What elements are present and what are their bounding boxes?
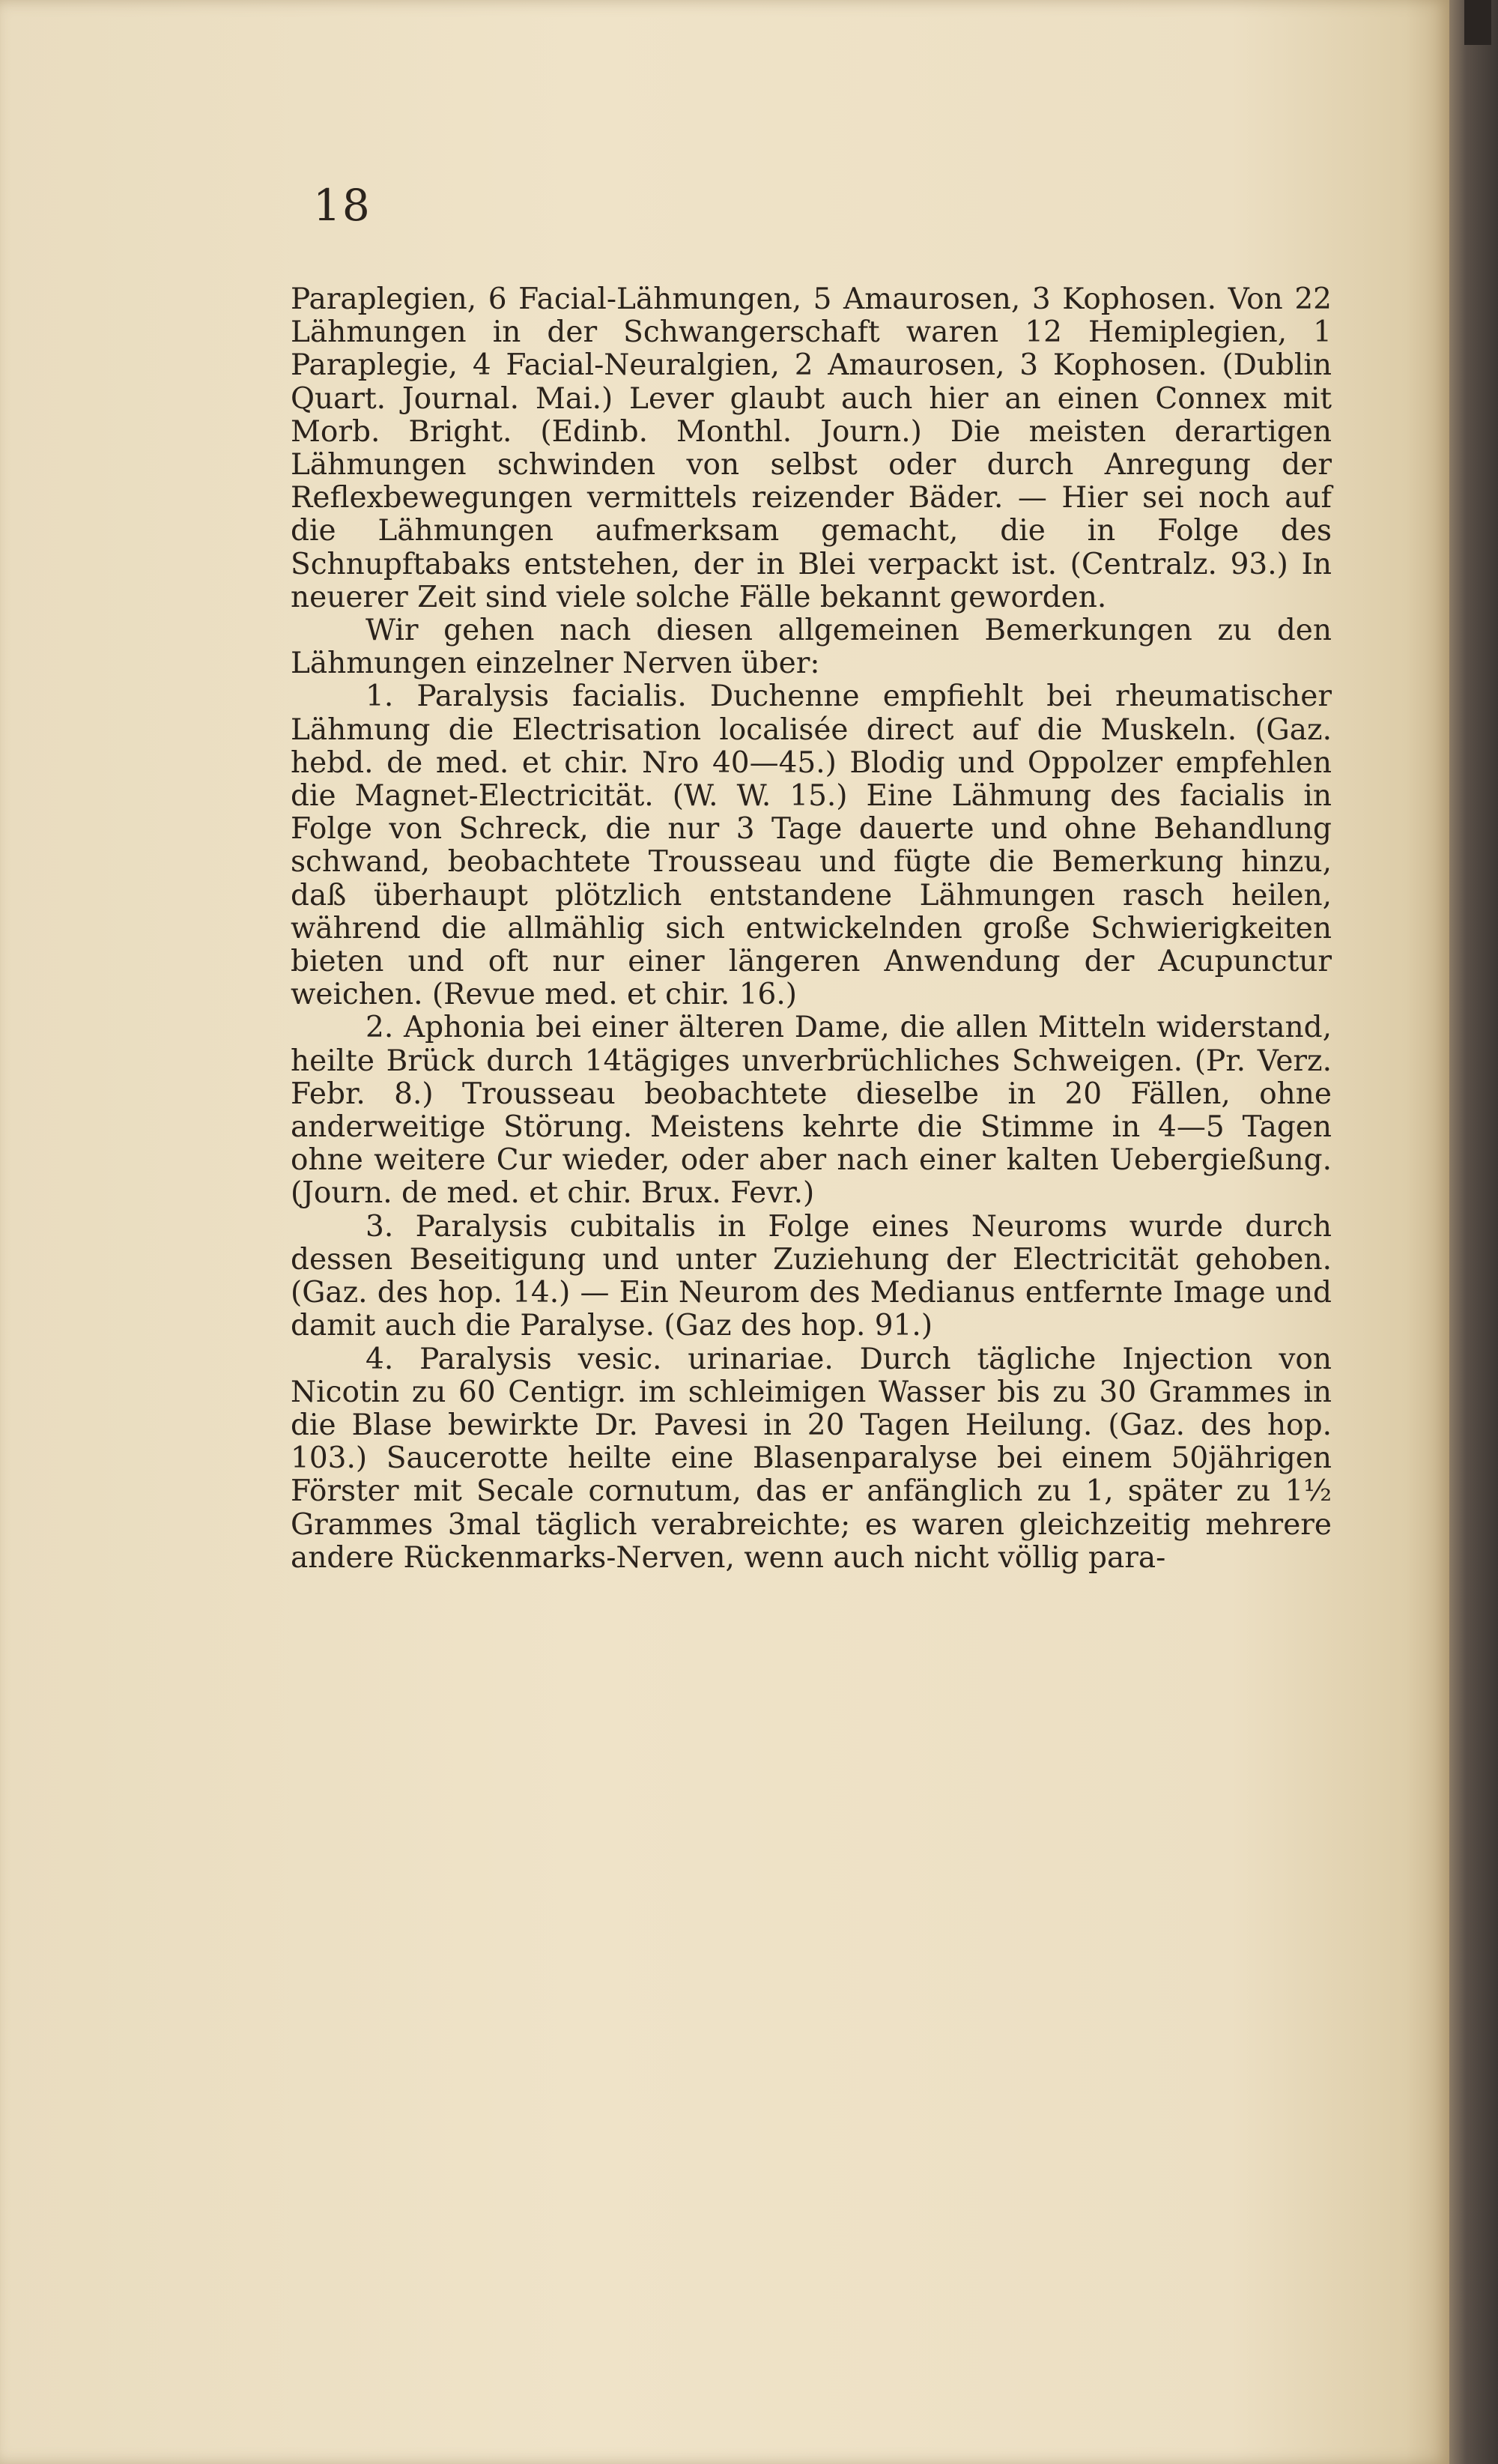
paragraph-paralysis-vesic: 4. Paralysis vesic. urinariae. Durch tägliche Injection von Nicotin zu 60 Centigr. im schleimigen Wasser bis zu 30 Grammes in die Blase bewirkte Dr. Pavesi in 20 Tagen Heilung. (Gaz. des hop. 103.) Saucerotte heilte eine Blasenparalyse bei einem 50jährigen Förster mit Secale cornutum, das er anfänglich zu 1, später zu 1½ Grammes 3mal täglich verabreichte; es waren gleichzeitig mehrere andere Rückenmarks-Nerven, wenn auch nicht völlig para-	[291, 1342, 1332, 1575]
paragraph-continuation: Paraplegien, 6 Facial-Lähmungen, 5 Amaurosen, 3 Kophosen. Von 22 Lähmungen in der Schwangerschaft waren 12 Hemiplegien, 1 Paraplegie, 4 Facial-Neuralgien, 2 Amaurosen, 3 Kophosen. (Dublin Quart. Journal. Mai.) Lever glaubt auch hier an einen Connex mit Morb. Bright. (Edinb. Monthl. Journ.) Die meisten derartigen Lähmungen schwinden von selbst oder durch Anregung der Reflexbewegungen vermittels reizender Bäder. — Hier sei noch auf die Lähmungen aufmerksam gemacht, die in Folge des Schnupftabaks entstehen, der in Blei verpackt ist. (Centralz. 93.) In neuerer Zeit sind viele solche Fälle bekannt geworden.	[291, 282, 1332, 614]
paragraph-transition: Wir gehen nach diesen allgemeinen Bemerkungen zu den Lähmungen einzelner Nerven über:	[291, 614, 1332, 681]
paragraph-paralysis-cubitalis: 3. Paralysis cubitalis in Folge eines Neuroms wurde durch dessen Beseitigung und unter Zuziehung der Electricität gehoben. (Gaz. des hop. 14.) — Ein Neurom des Medianus entfernte Image und damit auch die Paralyse. (Gaz des hop. 91.)	[291, 1209, 1332, 1343]
body-text	[291, 283, 1332, 1575]
book-gutter	[1449, 0, 1498, 2464]
binding-tab	[1464, 0, 1491, 45]
page-number: 18	[313, 180, 372, 231]
paragraph-aphonia: 2. Aphonia bei einer älteren Dame, die allen Mitteln widerstand, heilte Brück durch 14tägiges unverbrüchliches Schweigen. (Pr. Verz. Febr. 8.) Trousseau beobachtete dieselbe in 20 Fällen, ohne anderweitige Störung. Meistens kehrte die Stimme in 4—5 Tagen ohne weitere Cur wieder, oder aber nach einer kalten Uebergießung. (Journ. de med. et chir. Brux. Fevr.)	[291, 1011, 1332, 1211]
paragraph-paralysis-facialis: 1. Paralysis facialis. Duchenne empfiehlt bei rheumatischer Lähmung die Electrisation localisée direct auf die Muskeln. (Gaz. hebd. de med. et chir. Nro 40—45.) Blodig und Oppolzer empfehlen die Magnet-Electricität. (W. W. 15.) Eine Lähmung des facialis in Folge von Schreck, die nur 3 Tage dauerte und ohne Behandlung schwand, beobachtete Trousseau und fügte die Bemerkung hinzu, daß überhaupt plötzlich entstandene Lähmungen rasch heilen, während die allmählig sich entwickelnden große Schwierigkeiten bieten und oft nur einer längeren Anwendung der Acupunctur weichen. (Revue med. et chir. 16.)	[291, 679, 1332, 1012]
